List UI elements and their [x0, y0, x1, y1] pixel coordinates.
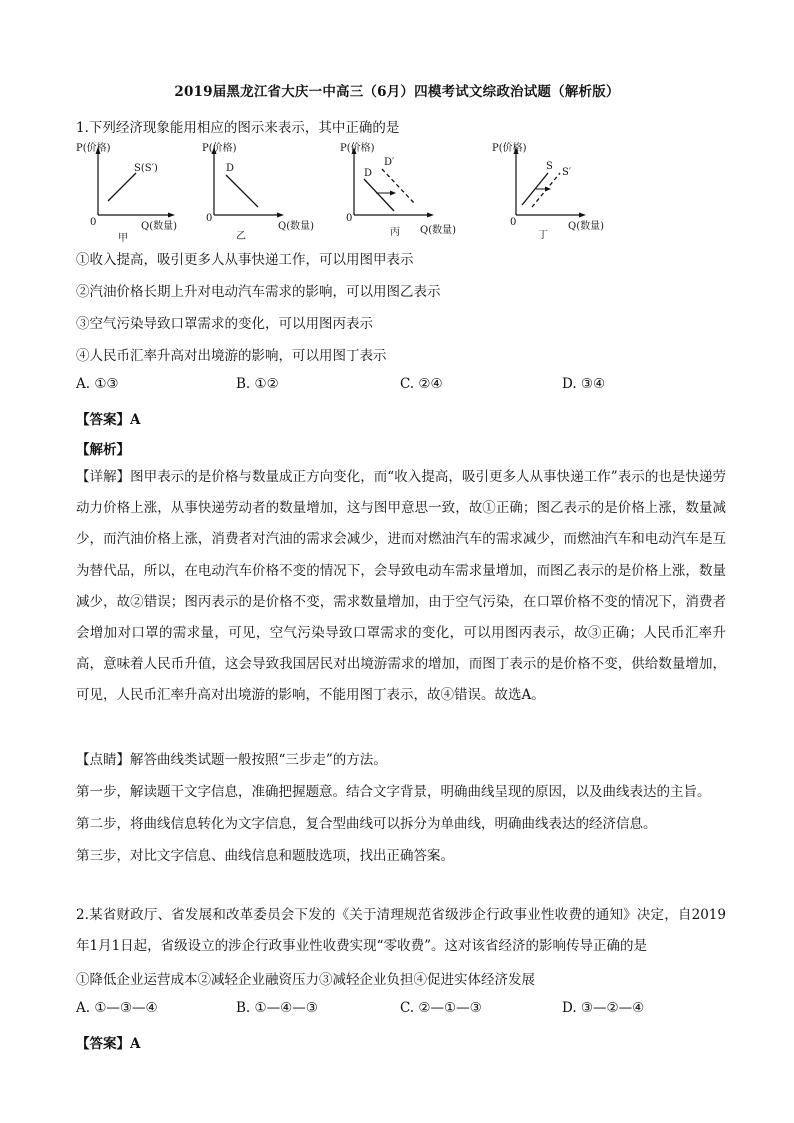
q1-answer: 【答案】A	[76, 412, 141, 428]
shift-arrowhead	[545, 187, 551, 192]
figure-jia	[76, 143, 196, 247]
figure-caption: 丙	[390, 227, 400, 238]
origin-label: 0	[206, 213, 213, 224]
q1-analysis-heading: 【解析】	[76, 442, 130, 458]
curve-label-s: S(S′)	[134, 163, 158, 174]
q1-item-3: ③空气污染导致口罩需求的变化，可以用图丙表示	[76, 316, 373, 332]
q1-detail: 【详解】图甲表示的是价格与数量成正方向变化，而“收入提高，吸引更多人从事快递工作”表示的也是快递劳动力价格上涨，从事快递劳动者的数量增加，这与图甲意思一致，故①正确；图乙表示的是价格上涨，数量减少，而汽油价格上涨，消费者对汽油的需求会减少，进而对燃油汽车的需求减少，而燃油汽车和电动汽车是互为替代品，所以，在电动汽车价格不变的情况下，会导致电动车需求量增加，而图乙表示的是价格上涨，数量减少，故②错误；图丙表示的是价格不变，需求数量增加，由于空气污染，在口罩价格不变的情况下，消费者会增加对口罩的需求量，可见，空气污染导致口罩需求的变化，可以用图丙表示，故③正确；人民币汇率升高，意味着人民币升值，这会导致我国居民对出境游需求的增加，而图丁表示的是价格不变，供给数量增加，可见，人民币汇率升高对出境游的影响，不能用图丁表示，故④错误。故选A。	[76, 469, 726, 704]
shift-arrowhead	[390, 191, 396, 196]
x-arrow	[168, 213, 175, 218]
curve-label-d-prime: D′	[384, 157, 395, 168]
q1-option-d: D. ③④	[562, 376, 606, 392]
figure-bing	[338, 143, 468, 247]
q2-items: ①降低企业运营成本②减轻企业融资压力③减轻企业负担④促进实体经济发展	[76, 972, 535, 988]
demand-curve-d-prime	[382, 169, 414, 203]
q1-tip: 【点睛】解答曲线类试题一般按照“三步走”的方法。	[76, 752, 387, 768]
q-axis-label: Q(数量)	[278, 221, 315, 232]
q-axis-label: Q(数量)	[568, 221, 605, 232]
demand-curve	[226, 175, 258, 207]
figure-yi	[198, 143, 318, 247]
curve-label-s-prime: S′	[562, 167, 572, 178]
p-axis-label: P(价格)	[202, 143, 237, 154]
x-arrow	[427, 213, 434, 218]
q-axis-label: Q(数量)	[141, 221, 178, 232]
q2-option-c: C. ②—①—③	[400, 1000, 482, 1016]
figure-caption: 丁	[538, 230, 548, 241]
q1-item-4: ④人民币汇率升高对出境游的影响，可以用图丁表示	[76, 348, 387, 364]
question-2-stem: 2.某省财政厅、省发展和改革委员会下发的《关于清理规范省级涉企行政事业性收费的通知》决定，自2019年1月1日起，省级设立的涉企行政事业性收费实现“零收费”。这对该省经济的影响传导正确的是	[76, 907, 726, 955]
q2-option-d: D. ③—②—④	[562, 1000, 645, 1016]
page-title: 2019届黑龙江省大庆一中高三（6月）四模考试文综政治试题（解析版）	[174, 84, 620, 100]
q2-option-b: B. ①—④—③	[236, 1000, 318, 1016]
p-axis-label: P(价格)	[76, 143, 111, 154]
question-1-stem: 1.下列经济现象能用相应的图示来表示，其中正确的是	[76, 120, 400, 136]
p-axis-label: P(价格)	[492, 143, 527, 154]
q1-step-2: 第二步，将曲线信息转化为文字信息，复合型曲线可以拆分为单曲线，明确曲线表达的经济信息。	[76, 816, 657, 832]
q1-step-1: 第一步，解读题干文字信息，准确把握题意。结合文字背景，明确曲线呈现的原因，以及曲线表达的主旨。	[76, 784, 711, 800]
q1-option-c: C. ②④	[400, 376, 443, 392]
q1-item-2: ②汽油价格长期上升对电动汽车需求的影响，可以用图乙表示	[76, 284, 441, 300]
origin-label: 0	[90, 217, 97, 228]
curve-label-s: S	[546, 161, 553, 172]
figure-ding	[486, 143, 616, 247]
figure-caption: 甲	[118, 233, 128, 244]
q1-option-b: B. ①②	[236, 376, 279, 392]
q-axis-label: Q(数量)	[420, 225, 457, 236]
q2-answer: 【答案】A	[76, 1036, 141, 1052]
q2-option-a: A. ①—③—④	[76, 1000, 158, 1016]
origin-label: 0	[346, 213, 353, 224]
curve-label-d: D	[364, 168, 373, 179]
x-arrow	[277, 213, 284, 218]
figure-caption: 乙	[236, 231, 246, 242]
supply-curve	[108, 173, 136, 201]
x-arrow	[579, 213, 586, 218]
p-axis-label: P(价格)	[340, 143, 375, 154]
curve-label-d: D	[226, 163, 235, 174]
q1-step-3: 第三步，对比文字信息、曲线信息和题肢选项，找出正确答案。	[76, 848, 454, 864]
origin-label: 0	[510, 217, 517, 228]
q1-item-1: ①收入提高，吸引更多人从事快递工作，可以用图甲表示	[76, 252, 414, 268]
demand-curve-d	[364, 179, 394, 211]
q1-option-a: A. ①③	[76, 376, 119, 392]
